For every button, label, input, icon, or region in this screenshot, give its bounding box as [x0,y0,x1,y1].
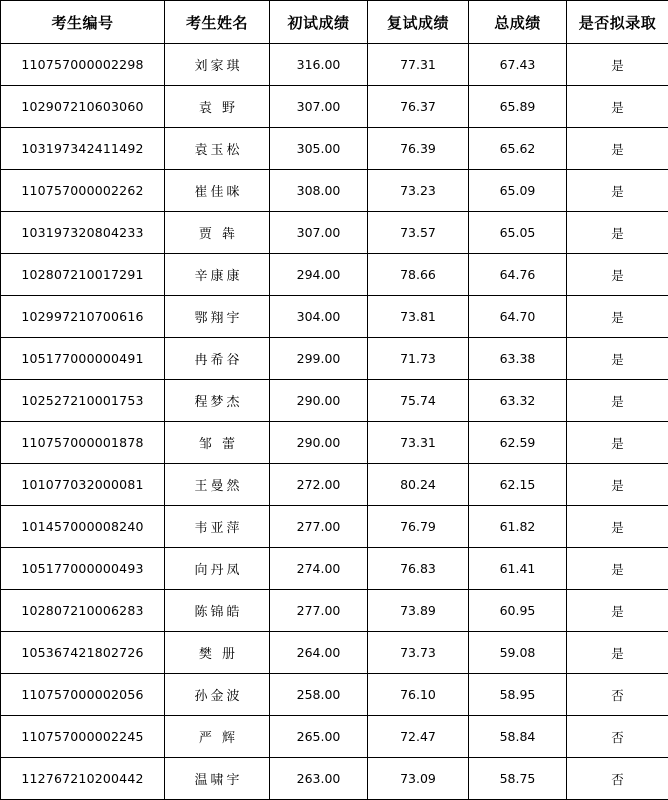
cell-first-exam-score: 263.00 [270,758,368,800]
cell-second-exam-score: 80.24 [368,464,469,506]
cell-candidate-id: 103197320804233 [1,212,165,254]
column-header-admitted: 是否拟录取 [567,1,668,44]
cell-admitted: 是 [567,44,668,86]
cell-second-exam-score: 73.23 [368,170,469,212]
table-header-row [1,1,668,44]
cell-candidate-id: 101457000008240 [1,506,165,548]
cell-candidate-id: 110757000002298 [1,44,165,86]
cell-admitted: 否 [567,674,668,716]
cell-admitted: 是 [567,464,668,506]
cell-total-score: 59.08 [469,632,567,674]
cell-second-exam-score: 76.39 [368,128,469,170]
cell-total-score: 63.32 [469,380,567,422]
table-body [1,44,668,800]
cell-total-score: 61.82 [469,506,567,548]
cell-first-exam-score: 264.00 [270,632,368,674]
cell-candidate-name: 袁玉松 [165,128,270,170]
cell-first-exam-score: 290.00 [270,422,368,464]
cell-first-exam-score: 307.00 [270,212,368,254]
cell-admitted: 是 [567,632,668,674]
cell-candidate-name: 韦亚萍 [165,506,270,548]
cell-candidate-name: 向丹凤 [165,548,270,590]
table-row [1,758,668,800]
cell-candidate-name: 刘家琪 [165,44,270,86]
table-row [1,44,668,86]
cell-first-exam-score: 274.00 [270,548,368,590]
table-row [1,170,668,212]
cell-candidate-id: 110757000001878 [1,422,165,464]
cell-admitted: 是 [567,380,668,422]
cell-admitted: 是 [567,86,668,128]
cell-total-score: 65.05 [469,212,567,254]
cell-second-exam-score: 73.31 [368,422,469,464]
cell-candidate-name: 袁 野 [165,86,270,128]
cell-admitted: 是 [567,296,668,338]
cell-first-exam-score: 277.00 [270,506,368,548]
cell-second-exam-score: 73.57 [368,212,469,254]
cell-candidate-id: 102807210006283 [1,590,165,632]
cell-first-exam-score: 308.00 [270,170,368,212]
cell-candidate-name: 辛康康 [165,254,270,296]
cell-candidate-id: 105367421802726 [1,632,165,674]
cell-second-exam-score: 78.66 [368,254,469,296]
cell-candidate-name: 冉希谷 [165,338,270,380]
table-row [1,632,668,674]
cell-first-exam-score: 294.00 [270,254,368,296]
column-header-first-exam-score: 初试成绩 [270,1,368,44]
table-row [1,548,668,590]
cell-admitted: 是 [567,170,668,212]
cell-candidate-name: 程梦杰 [165,380,270,422]
cell-second-exam-score: 76.83 [368,548,469,590]
cell-candidate-name: 樊 册 [165,632,270,674]
cell-second-exam-score: 72.47 [368,716,469,758]
cell-second-exam-score: 76.37 [368,86,469,128]
cell-total-score: 58.75 [469,758,567,800]
table-row [1,464,668,506]
cell-admitted: 是 [567,338,668,380]
cell-first-exam-score: 277.00 [270,590,368,632]
table-header [1,1,668,44]
cell-first-exam-score: 258.00 [270,674,368,716]
cell-candidate-name: 温啸宇 [165,758,270,800]
cell-total-score: 61.41 [469,548,567,590]
cell-second-exam-score: 73.81 [368,296,469,338]
cell-total-score: 64.70 [469,296,567,338]
cell-second-exam-score: 76.10 [368,674,469,716]
column-header-second-exam-score: 复试成绩 [368,1,469,44]
cell-total-score: 65.62 [469,128,567,170]
column-header-candidate-id: 考生编号 [1,1,165,44]
cell-admitted: 否 [567,716,668,758]
cell-total-score: 60.95 [469,590,567,632]
cell-first-exam-score: 305.00 [270,128,368,170]
table-row [1,422,668,464]
cell-first-exam-score: 304.00 [270,296,368,338]
cell-first-exam-score: 290.00 [270,380,368,422]
table-row [1,674,668,716]
cell-candidate-id: 102527210001753 [1,380,165,422]
cell-candidate-id: 105177000000491 [1,338,165,380]
cell-total-score: 65.09 [469,170,567,212]
cell-admitted: 是 [567,422,668,464]
table-row [1,590,668,632]
cell-second-exam-score: 77.31 [368,44,469,86]
cell-candidate-name: 严 辉 [165,716,270,758]
cell-candidate-name: 贾 犇 [165,212,270,254]
cell-candidate-id: 112767210200442 [1,758,165,800]
cell-total-score: 62.59 [469,422,567,464]
cell-total-score: 65.89 [469,86,567,128]
table-row [1,380,668,422]
table-row [1,338,668,380]
table-row [1,212,668,254]
cell-total-score: 58.95 [469,674,567,716]
cell-candidate-name: 鄂翔宇 [165,296,270,338]
cell-candidate-name: 邹 蕾 [165,422,270,464]
cell-first-exam-score: 299.00 [270,338,368,380]
cell-total-score: 64.76 [469,254,567,296]
cell-candidate-id: 103197342411492 [1,128,165,170]
cell-candidate-name: 王曼然 [165,464,270,506]
column-header-candidate-name: 考生姓名 [165,1,270,44]
cell-candidate-id: 110757000002262 [1,170,165,212]
cell-first-exam-score: 265.00 [270,716,368,758]
cell-second-exam-score: 73.89 [368,590,469,632]
cell-candidate-name: 孙金波 [165,674,270,716]
cell-second-exam-score: 71.73 [368,338,469,380]
table-row [1,716,668,758]
table-row [1,296,668,338]
table-row [1,506,668,548]
cell-first-exam-score: 316.00 [270,44,368,86]
cell-first-exam-score: 307.00 [270,86,368,128]
cell-admitted: 是 [567,128,668,170]
table-row [1,254,668,296]
cell-admitted: 是 [567,254,668,296]
cell-candidate-id: 110757000002245 [1,716,165,758]
cell-candidate-id: 110757000002056 [1,674,165,716]
cell-total-score: 67.43 [469,44,567,86]
cell-candidate-id: 102997210700616 [1,296,165,338]
cell-candidate-name: 崔佳咪 [165,170,270,212]
cell-admitted: 是 [567,506,668,548]
cell-total-score: 63.38 [469,338,567,380]
cell-total-score: 62.15 [469,464,567,506]
cell-second-exam-score: 73.73 [368,632,469,674]
column-header-total-score: 总成绩 [469,1,567,44]
cell-candidate-id: 102907210603060 [1,86,165,128]
cell-candidate-name: 陈锦皓 [165,590,270,632]
cell-candidate-id: 101077032000081 [1,464,165,506]
cell-admitted: 是 [567,590,668,632]
cell-second-exam-score: 76.79 [368,506,469,548]
cell-second-exam-score: 75.74 [368,380,469,422]
cell-total-score: 58.84 [469,716,567,758]
cell-first-exam-score: 272.00 [270,464,368,506]
table-row [1,86,668,128]
cell-admitted: 是 [567,548,668,590]
cell-second-exam-score: 73.09 [368,758,469,800]
cell-candidate-id: 102807210017291 [1,254,165,296]
cell-candidate-id: 105177000000493 [1,548,165,590]
cell-admitted: 是 [567,212,668,254]
cell-admitted: 否 [567,758,668,800]
table-row [1,128,668,170]
